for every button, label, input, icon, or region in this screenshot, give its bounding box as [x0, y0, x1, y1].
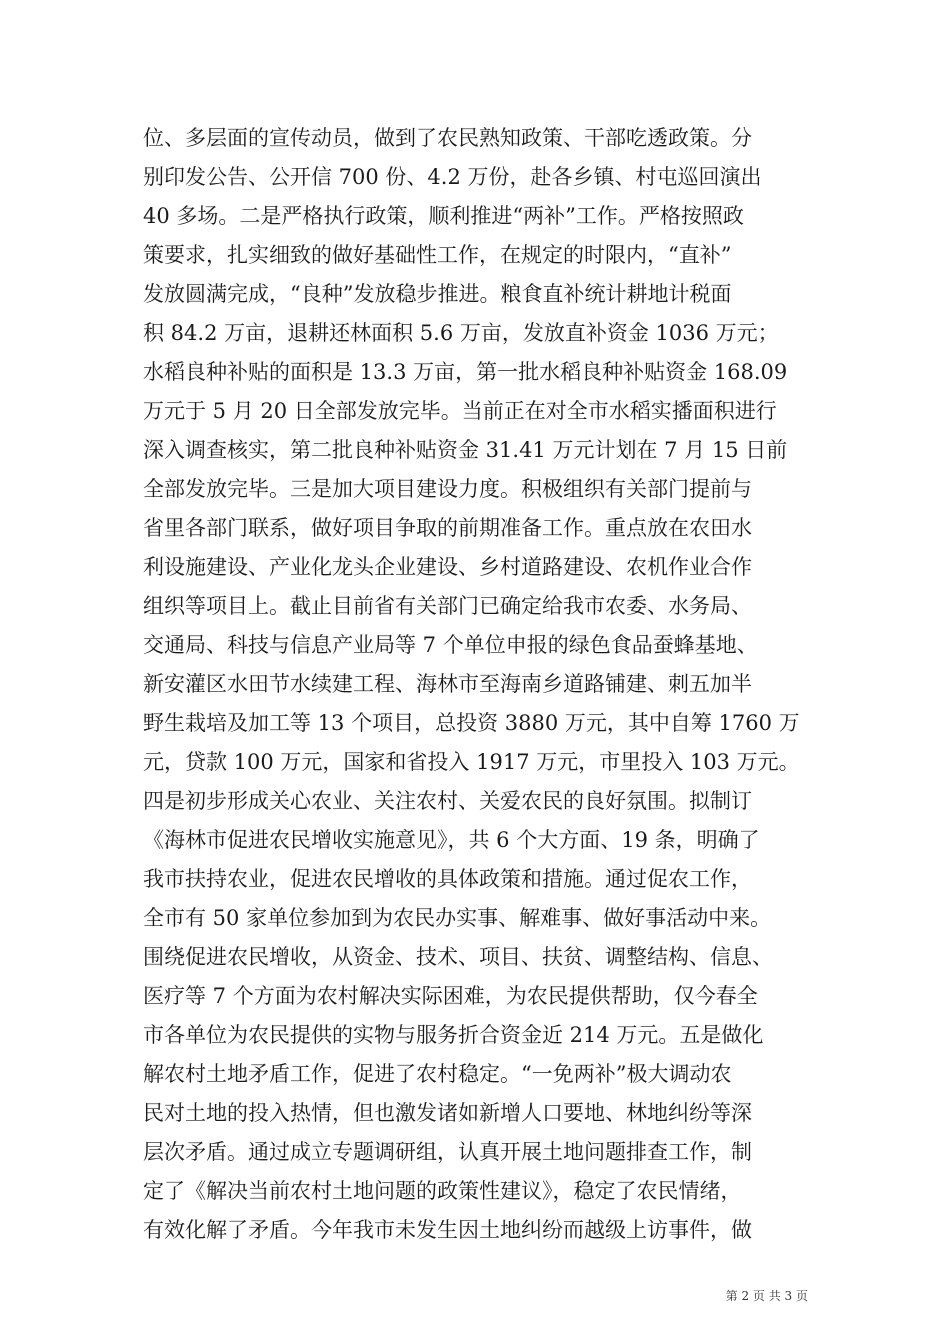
text-line: 有效化解了矛盾。今年我市未发生因土地纠纷而越级上访事件，做 [143, 1218, 752, 1242]
page-number-footer: 第 2 页 共 3 页 [725, 1289, 808, 1303]
text-line: 野生栽培及加工等 13 个项目，总投资 3880 万元，其中自筹 1760 万 [143, 711, 800, 735]
text-line: 利设施建设、产业化龙头企业建设、乡村道路建设、农机作业合作 [143, 555, 752, 579]
text-line: 发放圆满完成，“良种”发放稳步推进。粮食直补统计耕地计税面 [143, 282, 732, 306]
text-line: 组织等项目上。截止目前省有关部门已确定给我市农委、水务局、 [143, 594, 752, 618]
text-line: 医疗等 7 个方面为农村解决实际困难，为农民提供帮助，仅今春全 [143, 984, 758, 1008]
body-paragraph [143, 119, 808, 1250]
text-line: 我市扶持农业，促进农民增收的具体政策和措施。通过促农工作， [143, 867, 752, 891]
text-line: 《海林市促进农民增收实施意见》，共 6 个大方面、19 条，明确了 [143, 828, 760, 852]
text-line: 新安灌区水田节水续建工程、海林市至海南乡道路铺建、刺五加半 [143, 672, 752, 696]
text-line: 全部发放完毕。三是加大项目建设力度。积极组织有关部门提前与 [143, 477, 752, 501]
text-line: 交通局、科技与信息产业局等 7 个单位申报的绿色食品蚕蜂基地、 [143, 633, 758, 657]
text-line: 元，贷款 100 万元，国家和省投入 1917 万元，市里投入 103 万元。 [143, 750, 800, 774]
text-line: 层次矛盾。通过成立专题调研组，认真开展土地问题排查工作，制 [143, 1140, 752, 1164]
text-line: 围绕促进农民增收，从资金、技术、项目、扶贫、调整结构、信息、 [143, 945, 773, 969]
text-line: 四是初步形成关心农业、关注农村、关爱农民的良好氛围。拟制订 [143, 789, 752, 813]
text-line: 别印发公告、公开信 700 份、4.2 万份，赴各乡镇、村屯巡回演出 [143, 165, 762, 189]
text-line: 省里各部门联系，做好项目争取的前期准备工作。重点放在农田水 [143, 516, 752, 540]
text-line: 40 多场。二是严格执行政策，顺利推进“两补”工作。严格按照政 [143, 204, 744, 228]
text-line: 策要求，扎实细致的做好基础性工作，在规定的时限内，“直补” [143, 243, 732, 267]
text-line: 解农村土地矛盾工作，促进了农村稳定。“一免两补”极大调动农 [143, 1062, 732, 1086]
text-line: 市各单位为农民提供的实物与服务折合资金近 214 万元。五是做化 [143, 1023, 764, 1047]
text-line: 位、多层面的宣传动员，做到了农民熟知政策、干部吃透政策。分 [143, 126, 752, 150]
text-line: 万元于 5 月 20 日全部发放完毕。当前正在对全市水稻实播面积进行 [143, 399, 777, 423]
text-line: 深入调查核实，第二批良种补贴资金 31.41 万元计划在 7 月 15 日前 [143, 438, 788, 462]
text-line: 定了《解决当前农村土地问题的政策性建议》，稳定了农民情绪， [143, 1179, 742, 1203]
text-line: 积 84.2 万亩，退耕还林面积 5.6 万亩，发放直补资金 1036 万元； [143, 321, 779, 345]
text-line: 民对土地的投入热情，但也激发诸如新增人口要地、林地纠纷等深 [143, 1101, 752, 1125]
text-line: 水稻良种补贴的面积是 13.3 万亩，第一批水稻良种补贴资金 168.09 [143, 360, 788, 384]
text-line: 全市有 50 家单位参加到为农民办实事、解难事、做好事活动中来。 [143, 906, 772, 930]
